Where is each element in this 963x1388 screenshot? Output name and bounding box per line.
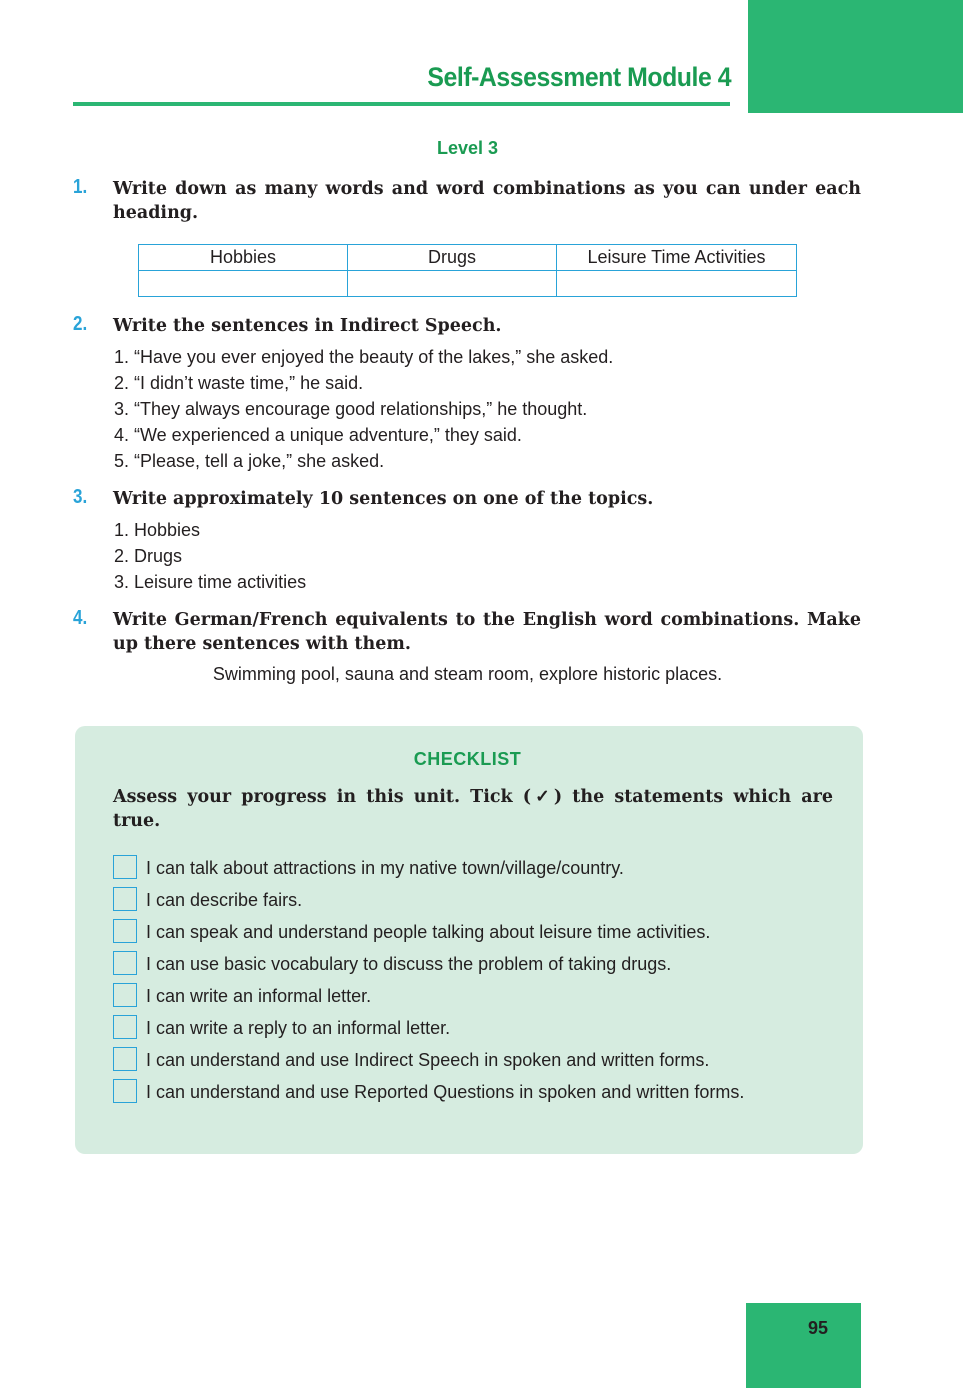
- page-number-block: [746, 1303, 861, 1388]
- checklist-item-label: I can write an informal letter.: [146, 986, 372, 1006]
- list-item: 1. “Have you ever enjoyed the beauty of the lakes,” she asked.: [114, 347, 614, 367]
- corner-decoration: [748, 0, 963, 113]
- word-table-header-row: [139, 245, 797, 271]
- checklist-intro: Assess your progress in this unit. Tick (✓) the statements which are true.: [113, 787, 833, 831]
- word-table-cell[interactable]: [348, 271, 557, 297]
- checklist-item-label: I can speak and understand people talking about leisure time activities.: [146, 922, 711, 942]
- page-number: 95: [808, 1318, 829, 1338]
- list-item: 5. “Please, tell a joke,” she asked.: [114, 451, 385, 471]
- list-item: 1. Hobbies: [114, 520, 201, 540]
- checklist-item-label: I can describe fairs.: [146, 890, 303, 910]
- word-table-header: Drugs: [348, 245, 557, 271]
- tick-box[interactable]: [113, 919, 137, 943]
- list-item: 2. “I didn’t waste time,” he said.: [114, 373, 364, 393]
- task-2-list: [114, 344, 613, 474]
- task-4-instruction: Write German/French equivalents to the English word combinations. Make up there sentences with them.: [113, 610, 861, 654]
- checklist-item-label: I can use basic vocabulary to discuss the problem of taking drugs.: [146, 954, 672, 974]
- word-table-answer-row: [139, 271, 797, 297]
- list-item: 3. “They always encourage good relationships,” he thought.: [114, 399, 588, 419]
- task-2-instruction: Write the sentences in Indirect Speech.: [113, 316, 502, 336]
- list-item: 4. “We experienced a unique adventure,” they said.: [114, 425, 522, 445]
- checklist-item-label: I can understand and use Indirect Speech in spoken and written forms.: [146, 1050, 710, 1070]
- level-heading: Level 3: [436, 138, 499, 158]
- tick-box[interactable]: [113, 887, 137, 911]
- list-item: 3. Leisure time activities: [114, 572, 307, 592]
- list-item: 2. Drugs: [114, 546, 183, 566]
- checklist-item-label: I can write a reply to an informal letter.: [146, 1018, 451, 1038]
- checklist-title: CHECKLIST: [413, 749, 522, 769]
- tick-box[interactable]: [113, 951, 137, 975]
- checklist-item-label: I can talk about attractions in my native town/village/country.: [146, 858, 624, 878]
- task-3-list: [114, 517, 306, 595]
- tick-box[interactable]: [113, 1079, 137, 1103]
- word-table-header: Hobbies: [139, 245, 348, 271]
- word-table-cell[interactable]: [557, 271, 797, 297]
- tick-box[interactable]: [113, 1047, 137, 1071]
- checklist-item-label: I can understand and use Reported Questions in spoken and written forms.: [146, 1082, 745, 1102]
- word-table-header: Leisure Time Activities: [557, 245, 797, 271]
- tick-box[interactable]: [113, 855, 137, 879]
- task-2-number: 2.: [73, 313, 88, 335]
- page-title: Self-Assessment Module 4: [427, 62, 731, 92]
- title-rule: [73, 102, 730, 106]
- tick-box[interactable]: [113, 983, 137, 1007]
- word-table-cell[interactable]: [139, 271, 348, 297]
- word-table: [138, 244, 797, 297]
- task-3-number: 3.: [73, 486, 88, 508]
- task-3-instruction: Write approximately 10 sentences on one of the topics.: [113, 489, 654, 509]
- task-4-number: 4.: [73, 607, 88, 629]
- task-1-number: 1.: [73, 176, 88, 198]
- tick-box[interactable]: [113, 1015, 137, 1039]
- task-1-instruction: Write down as many words and word combinations as you can under each heading.: [113, 179, 861, 223]
- task-4-word-list: Swimming pool, sauna and steam room, explore historic places.: [212, 664, 723, 684]
